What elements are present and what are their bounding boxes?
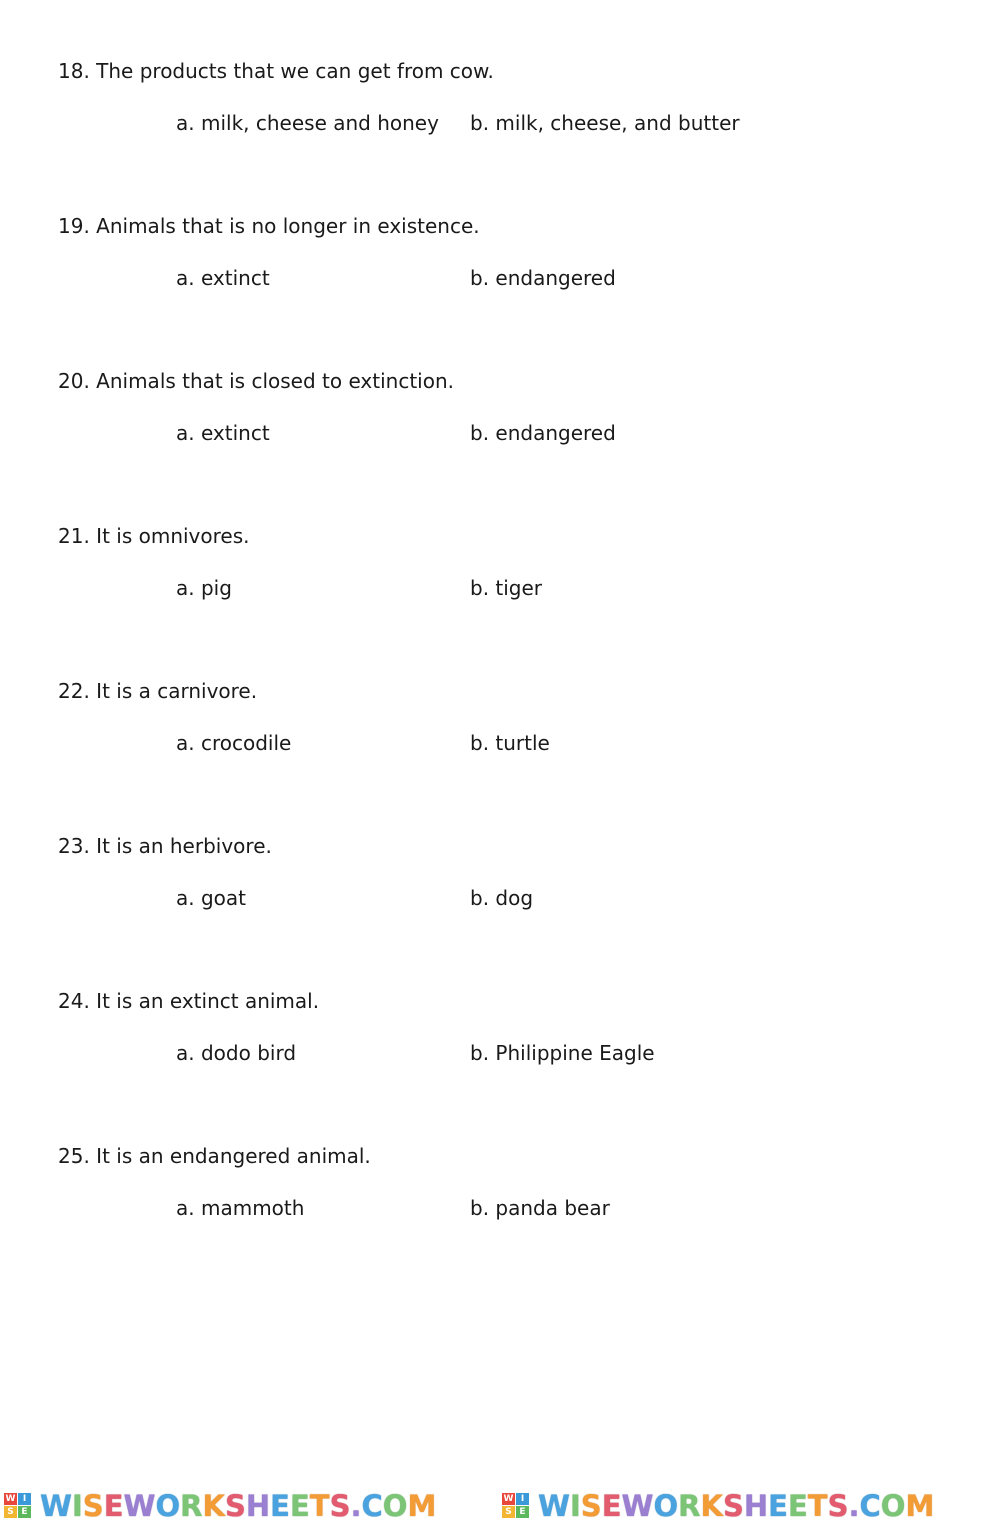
question-21 — [58, 523, 958, 623]
question-text: 20. Animals that is closed to extinction. — [58, 369, 454, 393]
logo-letter: I — [18, 1493, 31, 1505]
option-b[interactable]: b. endangered — [470, 421, 616, 445]
option-a[interactable]: a. pig — [176, 576, 232, 600]
option-b[interactable]: b. panda bear — [470, 1196, 610, 1220]
brand-text — [538, 1490, 934, 1522]
logo-letter: I — [516, 1493, 529, 1505]
question-20 — [58, 368, 958, 468]
footer-watermark — [0, 1488, 1000, 1525]
option-a[interactable]: a. mammoth — [176, 1196, 305, 1220]
option-b[interactable]: b. dog — [470, 886, 534, 910]
option-b[interactable]: b. Philippine Eagle — [470, 1041, 655, 1065]
question-text: 24. It is an extinct animal. — [58, 989, 320, 1013]
option-b[interactable]: b. turtle — [470, 731, 550, 755]
question-text: 23. It is an herbivore. — [58, 834, 272, 858]
question-text: 22. It is a carnivore. — [58, 679, 258, 703]
question-text: 19. Animals that is no longer in existence. — [58, 214, 480, 238]
brand-text — [40, 1490, 436, 1522]
logo-letter: S — [502, 1506, 515, 1518]
option-b[interactable]: b. endangered — [470, 266, 616, 290]
question-19 — [58, 213, 958, 313]
question-25 — [58, 1143, 958, 1243]
brand-logo-icon — [4, 1493, 34, 1519]
option-b[interactable]: b. tiger — [470, 576, 543, 600]
question-24 — [58, 988, 958, 1088]
logo-letter: W — [503, 1494, 514, 1504]
logo-letter: W — [5, 1494, 16, 1504]
option-a[interactable]: a. extinct — [176, 421, 270, 445]
question-text: 18. The products that we can get from cow. — [58, 59, 494, 83]
option-b[interactable]: b. milk, cheese, and butter — [470, 111, 740, 135]
option-a[interactable]: a. milk, cheese and honey — [176, 111, 439, 135]
brand-name: WISEWORKSHEETS.COM — [538, 1489, 935, 1523]
option-a[interactable]: a. goat — [176, 886, 246, 910]
logo-letter: E — [516, 1506, 529, 1518]
brand-name: WISEWORKSHEETS.COM — [40, 1489, 437, 1523]
question-text: 25. It is an endangered animal. — [58, 1144, 371, 1168]
logo-letter: E — [18, 1506, 31, 1518]
option-a[interactable]: a. crocodile — [176, 731, 292, 755]
question-23 — [58, 833, 958, 933]
question-text: 21. It is omnivores. — [58, 524, 250, 548]
option-a[interactable]: a. extinct — [176, 266, 270, 290]
brand-logo-icon — [502, 1493, 532, 1519]
question-22 — [58, 678, 958, 778]
question-18 — [58, 58, 958, 158]
logo-letter: S — [4, 1506, 17, 1518]
option-a[interactable]: a. dodo bird — [176, 1041, 297, 1065]
